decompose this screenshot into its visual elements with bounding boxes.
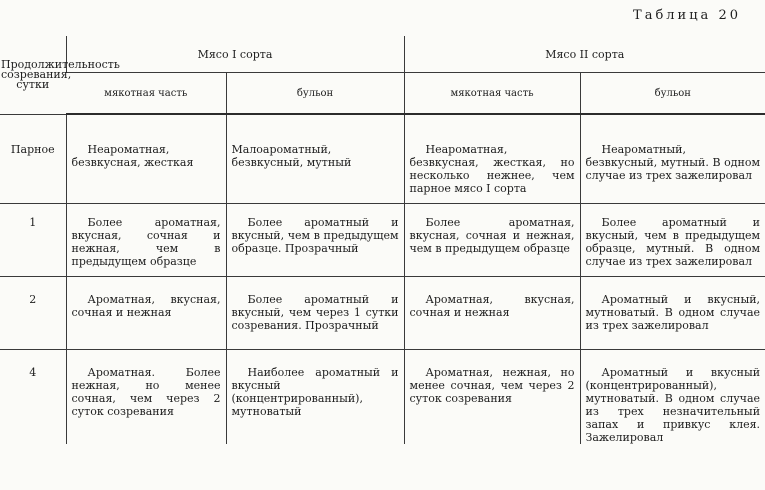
- cell-broth-1: Более ароматный и вкусный, чем в предыдущем образце. Прозрачный: [226, 204, 404, 277]
- table-caption: Таблица 20: [633, 8, 741, 23]
- cell-meat-2: Ароматная, нежная, но менее сочная, чем через 2 суток созревания: [404, 350, 580, 445]
- cell-meat-2: Неароматная, безвкусная, жесткая, но несколько нежнее, чем парное мясо I сорта: [404, 114, 580, 204]
- header-grade-1: Мясо I сорта: [66, 36, 404, 73]
- table-row: [0, 277, 765, 350]
- header-grade-2: Мясо II сорта: [404, 36, 765, 73]
- row-day: Парное: [0, 114, 66, 204]
- row-day: 4: [29, 366, 37, 379]
- cell-broth-2: Ароматный и вкусный, мутноватый. В одном случае из трех зажелировал: [580, 277, 765, 350]
- header-duration: Продолжительность созревания, сутки: [0, 36, 66, 114]
- row-day: 2: [0, 277, 66, 350]
- subheader-broth-1: бульон: [226, 73, 404, 115]
- table-row: [0, 114, 765, 204]
- cell-broth-2: Ароматный и вкусный (концентрированный), мутноватый. В одном случае из трех незначительный запах и привкус клея. Зажелировал: [580, 350, 765, 445]
- table-row: [0, 350, 765, 445]
- table-row: [0, 204, 765, 277]
- cell-meat-2: Более ароматная, вкусная, сочная и нежная, чем в предыдущем образце: [404, 204, 580, 277]
- cell-broth-1: Наиболее ароматный и вкусный (концентрированный), мутноватый: [226, 350, 404, 445]
- cell-broth-1: Малоароматный, безвкусный, мутный: [226, 114, 404, 204]
- cell-meat-1: Более ароматная, вкусная, сочная и нежная, чем в предыдущем образце: [66, 204, 226, 277]
- cell-meat-1: Неароматная, безвкусная, жесткая: [66, 114, 226, 204]
- cell-meat-1: Ароматная. Более нежная, но менее сочная, чем через 2 суток созревания: [66, 350, 226, 445]
- subheader-broth-2: бульон: [580, 73, 765, 115]
- subheader-meat-2: мякотная часть: [404, 73, 580, 115]
- row-day: 1: [0, 204, 66, 277]
- cell-meat-2: Ароматная, вкусная, сочная и нежная: [404, 277, 580, 350]
- maturation-table: [0, 36, 765, 444]
- cell-broth-2: Более ароматный и вкусный, чем в предыдущем образце, мутный. В одном случае из трех зажелировал: [580, 204, 765, 277]
- subheader-meat-1: мякотная часть: [66, 73, 226, 115]
- cell-meat-1: Ароматная, вкусная, сочная и нежная: [66, 277, 226, 350]
- cell-broth-1: Более ароматный и вкусный, чем через 1 сутки созревания. Прозрачный: [226, 277, 404, 350]
- cell-broth-2: Неароматный, безвкусный, мутный. В одном случае из трех зажелировал: [580, 114, 765, 204]
